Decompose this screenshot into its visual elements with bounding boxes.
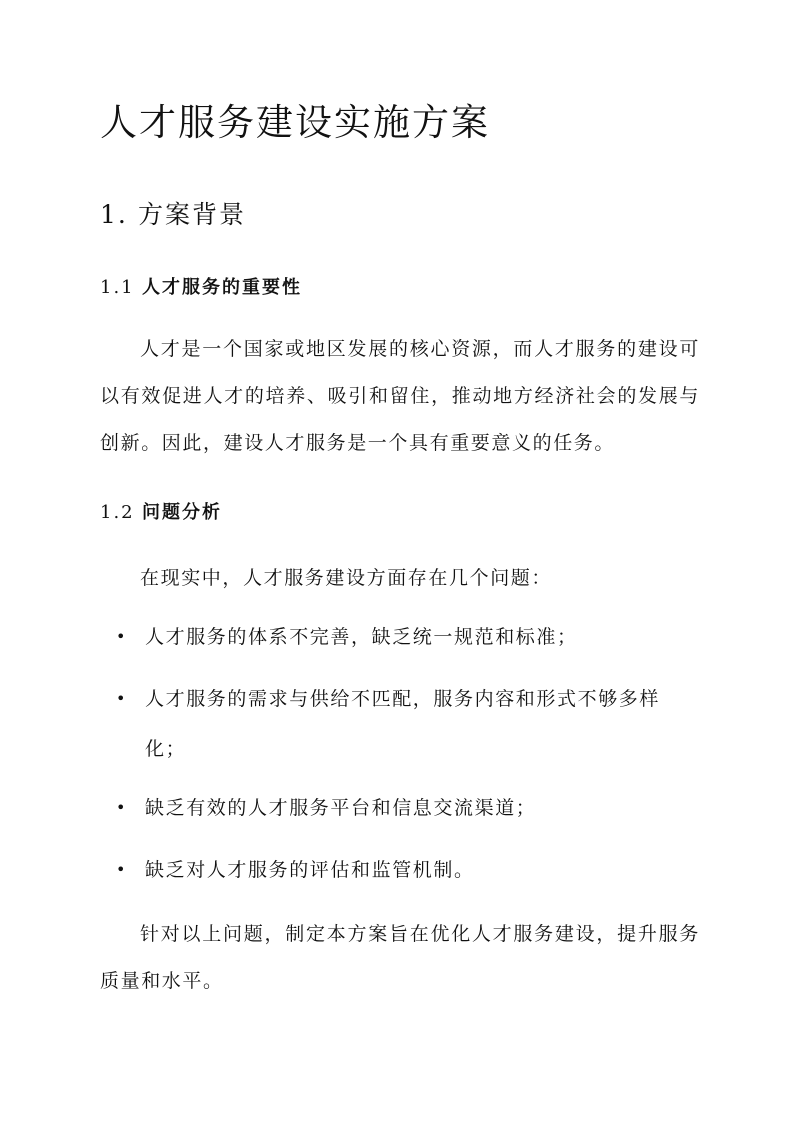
subsection-number: 1.2 [100,502,135,523]
document-title: 人才服务建设实施方案 [100,101,490,144]
list-item [116,845,706,895]
bullet-icon: • [116,689,128,708]
list-item-text: 缺乏有效的人才服务平台和信息交流渠道； [145,797,537,819]
bullet-icon: • [116,860,128,879]
list-item [116,612,706,662]
section-heading-1 [100,195,246,231]
conclusion-paragraph: 针对以上问题，制定本方案旨在优化人才服务建设，提升服务质量和水平。 [100,923,700,992]
list-item [116,783,706,833]
importance-paragraph: 人才是一个国家或地区发展的核心资源，而人才服务的建设可以有效促进人才的培养、吸引和留住，推动地方经济社会的发展与创新。因此，建设人才服务是一个具有重要意义的任务。 [100,338,700,454]
bullet-icon: • [116,798,128,817]
problem-intro: 在现实中，人才服务建设方面存在几个问题： [140,567,553,589]
list-item-text: 人才服务的需求与供给不匹配，服务内容和形式不够多样化； [145,688,661,760]
list-item-text: 人才服务的体系不完善，缺乏统一规范和标准； [145,626,578,648]
subsection-heading-1-2 [100,498,222,524]
subsection-heading-1-1 [100,273,302,299]
subsection-title: 人才服务的重要性 [142,277,302,298]
list-item-text: 缺乏对人才服务的评估和监管机制。 [145,859,475,881]
subsection-title: 问题分析 [142,502,222,523]
list-item [116,674,686,774]
subsection-number: 1.1 [100,277,135,298]
section-number: 1. [100,200,128,229]
section-title: 方案背景 [138,200,247,229]
bullet-icon: • [116,627,128,646]
